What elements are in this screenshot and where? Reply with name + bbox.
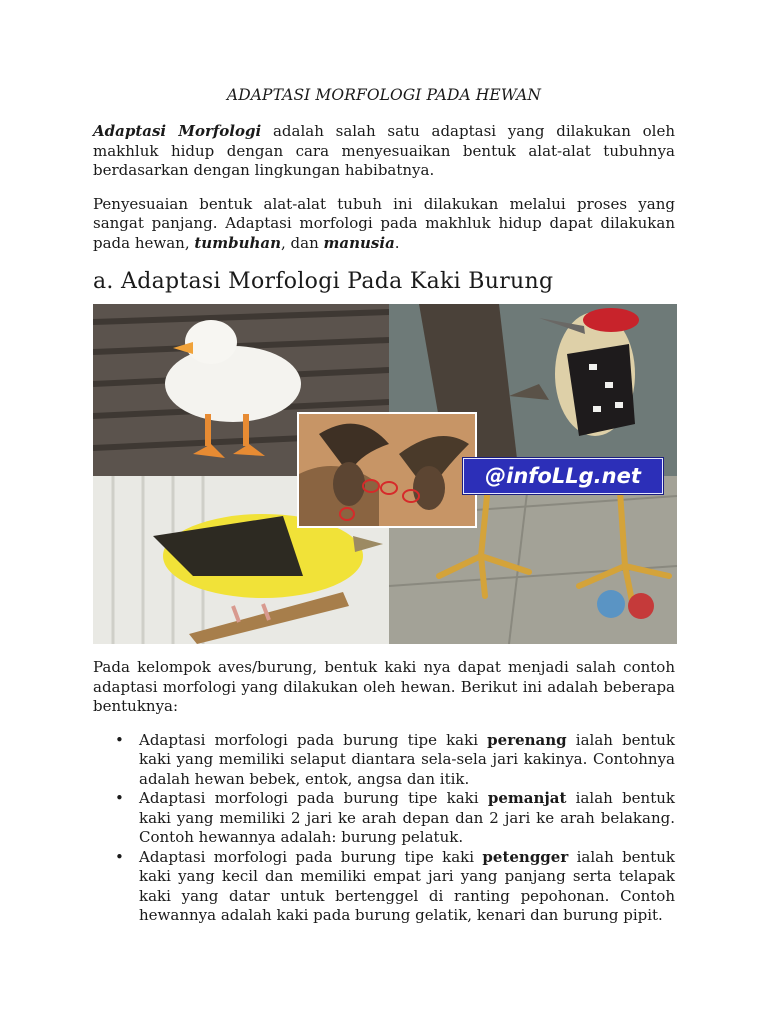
bullet-text: Adaptasi morfologi pada burung tipe kaki	[139, 789, 488, 807]
third-paragraph: Pada kelompok aves/burung, bentuk kaki nya dapat menjadi salah contoh adaptasi morfologi yang dilakukan oleh hewan. Berikut ini adalah beberapa bentuknya:	[93, 658, 675, 715]
bullet-keyword: pemanjat	[487, 789, 567, 807]
intro-term: Adaptasi Morfologi	[93, 122, 262, 140]
list-item	[139, 731, 675, 790]
para2-plants: tumbuhan	[194, 233, 282, 252]
para2-end: .	[394, 233, 400, 252]
para2-middle: , dan	[281, 233, 324, 252]
bullet-text: ialah bentuk kaki yang kecil dan memiliki empat jari yang panjang serta telapak kaki yang datar untuk bertenggel di ranting pepohonan. Contoh hewannya adalah kaki pada burung gelatik, kenari dan burung pipit.	[139, 847, 675, 924]
second-paragraph	[93, 195, 675, 254]
bullet-keyword: perenang	[487, 730, 567, 749]
eagles-photo	[297, 412, 477, 528]
list-item	[139, 789, 675, 848]
bullet-text: ialah bentuk kaki yang memiliki 2 jari ke arah depan dan 2 jari ke arah belakang. Contoh hewannya adalah: burung pelatuk.	[139, 789, 675, 846]
document-title: ADAPTASI MORFOLOGI PADA HEWAN	[226, 86, 542, 104]
watermark-label: @infoLLg.net	[463, 458, 663, 494]
bullet-keyword: petengger	[482, 847, 569, 866]
para2-before: Penyesuaian bentuk alat-alat tubuh ini dilakukan melalui proses yang sangat panjang. Adaptasi morfologi pada makhluk hidup dapat dilakukan pada hewan,	[93, 194, 675, 252]
bullet-text: Adaptasi morfologi pada burung tipe kaki	[139, 847, 483, 866]
feet-type-list	[93, 731, 675, 926]
intro-text: adalah salah satu adaptasi yang dilakukan oleh makhluk hidup dengan cara menyesuaikan bentuk alat-alat tubuhnya berdasarkan dengan lingkungan habibatnya.	[93, 122, 675, 179]
bullet-text: ialah bentuk kaki yang memiliki selaput diantara sela-sela jari kakinya. Contohnya adalah hewan bebek, entok, angsa dan itik.	[139, 730, 675, 788]
bird-feet-collage	[93, 304, 677, 644]
list-item	[139, 848, 675, 926]
intro-paragraph	[93, 122, 675, 181]
bullet-text: Adaptasi morfologi pada burung tipe kaki	[139, 730, 488, 749]
document-page	[93, 80, 675, 926]
section-heading: a. Adaptasi Morfologi Pada Kaki Burung	[93, 269, 554, 294]
para2-humans: manusia	[323, 233, 395, 252]
